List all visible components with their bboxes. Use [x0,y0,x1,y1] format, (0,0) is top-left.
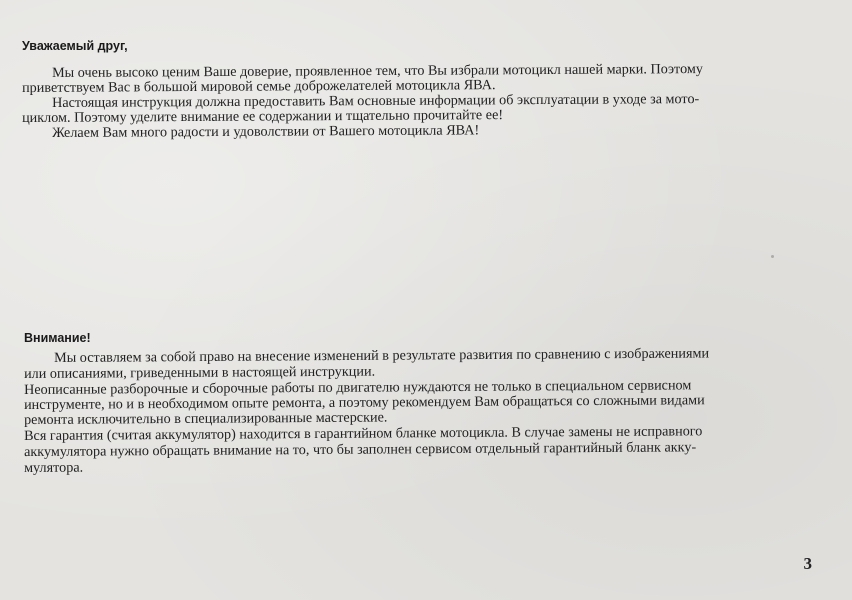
notice-line-5: ремонта исключительно в специализированные мастерские. [23,409,388,428]
notice-line-7: аккумулятора нужно обращать внимание на то, что бы заполнен сервисом отдельный гарантийный бланк акку- [23,439,697,460]
page-number: 3 [803,554,812,573]
greeting-line-2: приветствуем Вас в большой мировой семье доброжелателей мотоцикла ЯВА. [21,77,496,96]
notice-line-4: инструменте, но и в необходимом опыте ремонта, а поэтому рекомендуем Вам обращаться со сложными видами [23,392,705,413]
greeting-line-3: Настоящая инструкция должна предоставить Вам основные информации об эксплуатации в уходе за мото- [51,91,700,111]
greeting-line-1: Мы очень высоко ценим Ваше доверие, проявленное тем, что Вы избрали мотоцикл нашей марки. Поэтому [51,61,703,81]
notice-line-1: Мы оставляем за собой право на внесение изменений в результате развития по сравнению с изображениями [53,345,710,366]
greeting-heading: Уважаемый друг, [22,39,128,53]
paper-smudge [771,255,774,258]
notice-line-2: или описаниями, гриведенными в настоящей инструкции. [23,363,376,382]
notice-heading: Внимание! [24,331,91,345]
notice-line-6: Вся гарантия (считая аккумулятор) находится в гарантийном бланке мотоцикла. В случае замены не исправного [23,423,703,444]
notice-line-3: Неописанные разборочные и сборочные работы по двигателю нуждаются не только в специальном сервисном [23,377,692,398]
greeting-line-5: Желаем Вам много радости и удоволствии от Вашего мотоцикла ЯВА! [51,122,480,141]
greeting-line-4: циклом. Поэтому уделите внимание ее содержании и тщательно прочитайте ее! [21,107,504,126]
notice-line-8: мулятора. [23,459,84,476]
